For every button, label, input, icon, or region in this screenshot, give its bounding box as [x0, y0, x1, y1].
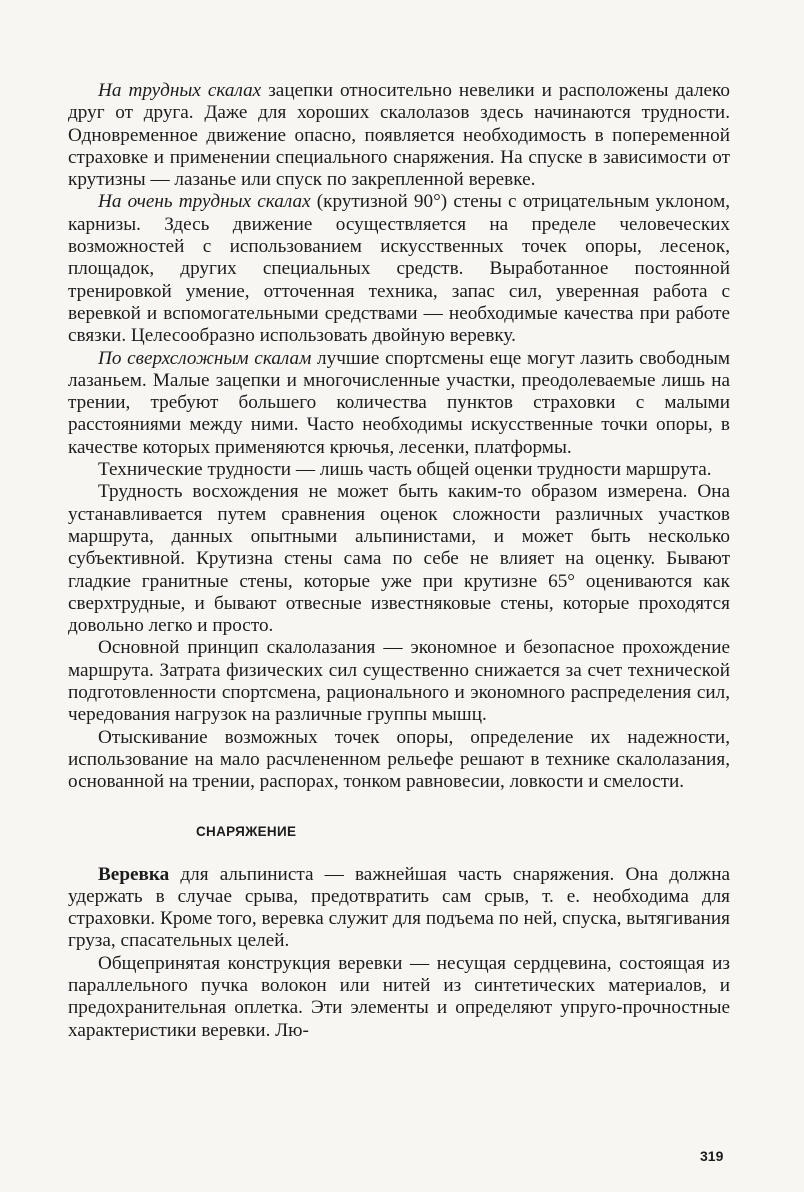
paragraph-text: Основной принцип скалолазания — экономное и безопасное прохождение маршрута. Затрата физических сил существенно снижается за счет технической подготовленности спортсмена, рационального и экономного распределения сил, чередования нагрузок на различные группы мышц.: [68, 637, 730, 726]
page-body: [68, 80, 730, 1042]
paragraph-text: Технические трудности — лишь часть общей оценки трудности маршрута.: [98, 459, 712, 481]
paragraph-text: зацепки относительно невелики и расположены далеко друг от друга. Даже для хороших скалолазов здесь начинаются трудности. Одновременное движение опасно, появляется необходимость в попеременной страховке и применении специального снаряжения. На спуске в зависимости от крутизны — лазанье или спуск по закрепленной веревке.: [68, 80, 730, 191]
paragraph-extreme-rocks: [68, 348, 730, 459]
paragraph-rope: [68, 864, 730, 953]
paragraph-text: для альпиниста — важнейшая часть снаряжения. Она должна удержать в случае срыва, предотвратить сам срыв, т. е. необходима для страховки. Кроме того, веревка служит для подъема по ней, спуска, вытягивания груза, спасательных целей.: [68, 863, 730, 952]
paragraph-technical-difficulty: [68, 459, 730, 481]
paragraph-text: Общепринятая конструкция веревки — несущая сердцевина, состоящая из параллельного пучка волокон или нитей из синтетических материалов, и предохранительная оплетка. Эти элементы и определяют упруго-прочностные характеристики веревки. Лю-: [68, 952, 730, 1041]
paragraph-finding-holds: [68, 727, 730, 794]
paragraph-text: Отыскивание возможных точек опоры, определение их надежности, использование на мало расчлененном рельефе решают в технике скалолазания, основанной на трении, распорах, тонком равновесии, ловкости и смелости.: [68, 726, 730, 793]
paragraph-text: Трудность восхождения не может быть каким-то образом измерена. Она устанавливается путем сравнения оценок сложности различных участков маршрута, данных опытными альпинистами, и может быть несколько субъективной. Крутизна стены сама по себе не влияет на оценку. Бывают гладкие гранитные стены, которые уже при крутизне 65° оцениваются как сверхтрудные, и бывают отвесные известняковые стены, которые проходятся довольно легко и просто.: [68, 481, 730, 637]
paragraph-difficulty-assessment: [68, 481, 730, 637]
paragraph-rope-construction: [68, 953, 730, 1042]
paragraph-text: лучшие спортсмены еще могут лазить свободным лазаньем. Малые зацепки и многочисленные участки, преодолеваемые лишь на трении, требуют большего количества пунктов страховки с малыми расстояниями между ними. Часто необходимы искусственные точки опоры, в качестве которых применяются крючья, лесенки, платформы.: [68, 347, 730, 458]
paragraph-lead: На очень трудных скалах: [98, 191, 311, 213]
paragraph-very-difficult-rocks: [68, 191, 730, 347]
paragraph-text: (крутизной 90°) стены с отрицательным уклоном, карнизы. Здесь движение осуществляется на пределе человеческих возможностей с использованием искусственных точек опоры, лесенок, площадок, других специальных средств. Выработанное постоянной тренировкой умение, отточенная техника, запас сил, уверенная работа с веревкой и вспомогательными средствами — необходимые качества при работе связки. Целесообразно использовать двойную веревку.: [68, 191, 731, 347]
paragraph-lead: По сверхсложным скалам: [98, 347, 312, 369]
page-number: 319: [700, 1148, 724, 1164]
paragraph-lead: На трудных скалах: [98, 80, 262, 101]
section-heading: СНАРЯЖЕНИЕ: [196, 823, 297, 839]
paragraph-difficult-rocks: [68, 80, 730, 191]
paragraph-main-principle: [68, 637, 730, 726]
paragraph-lead: Веревка: [98, 863, 170, 885]
